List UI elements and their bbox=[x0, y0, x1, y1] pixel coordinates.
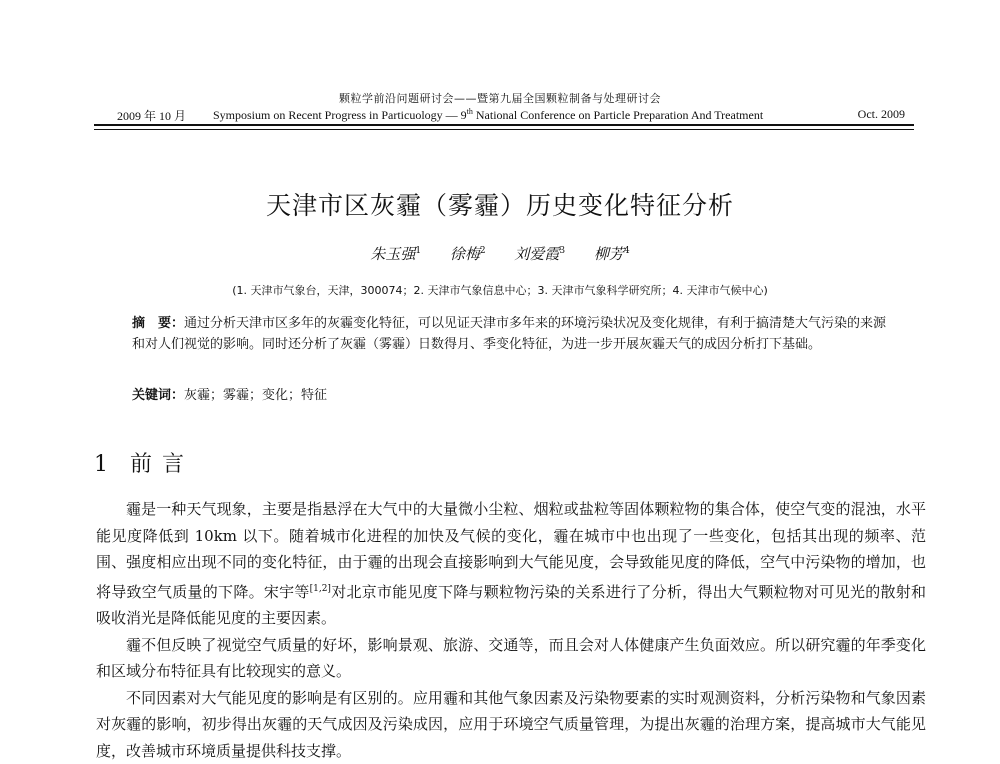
author-aff: 3 bbox=[559, 246, 565, 256]
author-name: 刘爱霞 bbox=[514, 245, 559, 263]
section-name: 前言 bbox=[130, 452, 194, 477]
citation: [1,2] bbox=[310, 584, 331, 594]
author-name: 徐梅 bbox=[450, 245, 480, 263]
author-aff: 2 bbox=[480, 246, 486, 256]
paragraph bbox=[96, 496, 926, 632]
author-aff: 4 bbox=[624, 246, 630, 256]
author-aff: 1 bbox=[415, 246, 421, 256]
running-head-date-en: Oct. 2009 bbox=[858, 107, 905, 122]
abstract-label: 摘 要： bbox=[132, 316, 184, 331]
running-head-date-cn: 2009 年 10 月 bbox=[117, 107, 186, 124]
section-heading bbox=[94, 447, 194, 478]
paper-title: 天津市区灰霾（雾霾）历史变化特征分析 bbox=[0, 186, 1000, 222]
author bbox=[514, 245, 565, 263]
paragraph-text: 对北京市能见度下降与颗粒物污染的关系进行了分析，得出大气颗粒物对可见光的散射和吸收消光是降低能见度的主要因素。 bbox=[96, 583, 926, 628]
paragraph-text: 霾是一种天气现象，主要是指悬浮在大气中的大量微小尘粒、烟粒或盐粒等固体颗粒物的集合体，使空气变的混浊，水平能见度降低到 10km 以下。随着城市化进程的加快及气候的变化，霾在城市中也出现了一些变化，包括其出现的频率、范围、强度相应出现不同的变化特征，由于霾的出现会直接影响到大气能见度，会导致能见度的降低，空气中污染物的增加，也将导致空气质量的下降。宋宇等 bbox=[96, 500, 926, 601]
header-rule-thin bbox=[94, 129, 914, 130]
running-head bbox=[117, 107, 905, 123]
author-name: 朱玉强 bbox=[370, 245, 415, 263]
author-list bbox=[0, 243, 1000, 264]
header-rule-thick bbox=[94, 124, 914, 126]
conference-title-part2: National Conference on Particle Preparation And Treatment bbox=[473, 108, 763, 122]
author bbox=[450, 245, 486, 263]
section-number: 1 bbox=[94, 452, 108, 477]
keywords-text: 灰霾；雾霾；变化；特征 bbox=[184, 388, 327, 403]
paragraph: 霾不但反映了视觉空气质量的好坏，影响景观、旅游、交通等，而且会对人体健康产生负面效应。所以研究霾的年季变化和区域分布特征具有比较现实的意义。 bbox=[96, 632, 926, 685]
body-text bbox=[96, 496, 926, 764]
conference-title-sup: th bbox=[467, 107, 473, 116]
running-head-conference bbox=[213, 107, 763, 123]
author bbox=[370, 245, 421, 263]
author bbox=[594, 245, 630, 263]
affiliations: (1. 天津市气象台，天津，300074；2. 天津市气象信息中心；3. 天津市气象科学研究所；4. 天津市气候中心) bbox=[0, 282, 1000, 298]
author-name: 柳芳 bbox=[594, 245, 624, 263]
abstract-text: 通过分析天津市区多年的灰霾变化特征，可以见证天津市多年来的环境污染状况及变化规律，有利于搞清楚大气污染的来源和对人们视觉的影响。同时还分析了灰霾（雾霾）日数得月、季变化特征，为进一步开展灰霾天气的成因分析打下基础。 bbox=[132, 316, 886, 352]
abstract bbox=[132, 313, 892, 355]
running-head-cn: 颗粒学前沿问题研讨会——暨第九届全国颗粒制备与处理研讨会 bbox=[0, 90, 1000, 106]
keywords bbox=[132, 384, 892, 403]
keywords-label: 关键词： bbox=[132, 388, 184, 403]
paragraph: 不同因素对大气能见度的影响是有区别的。应用霾和其他气象因素及污染物要素的实时观测资料，分析污染物和气象因素对灰霾的影响，初步得出灰霾的天气成因及污染成因，应用于环境空气质量管理，为提出灰霾的治理方案，提高城市大气能见度，改善城市环境质量提供科技支撑。 bbox=[96, 685, 926, 764]
conference-title-part1: Symposium on Recent Progress in Particuology — 9 bbox=[213, 108, 467, 122]
